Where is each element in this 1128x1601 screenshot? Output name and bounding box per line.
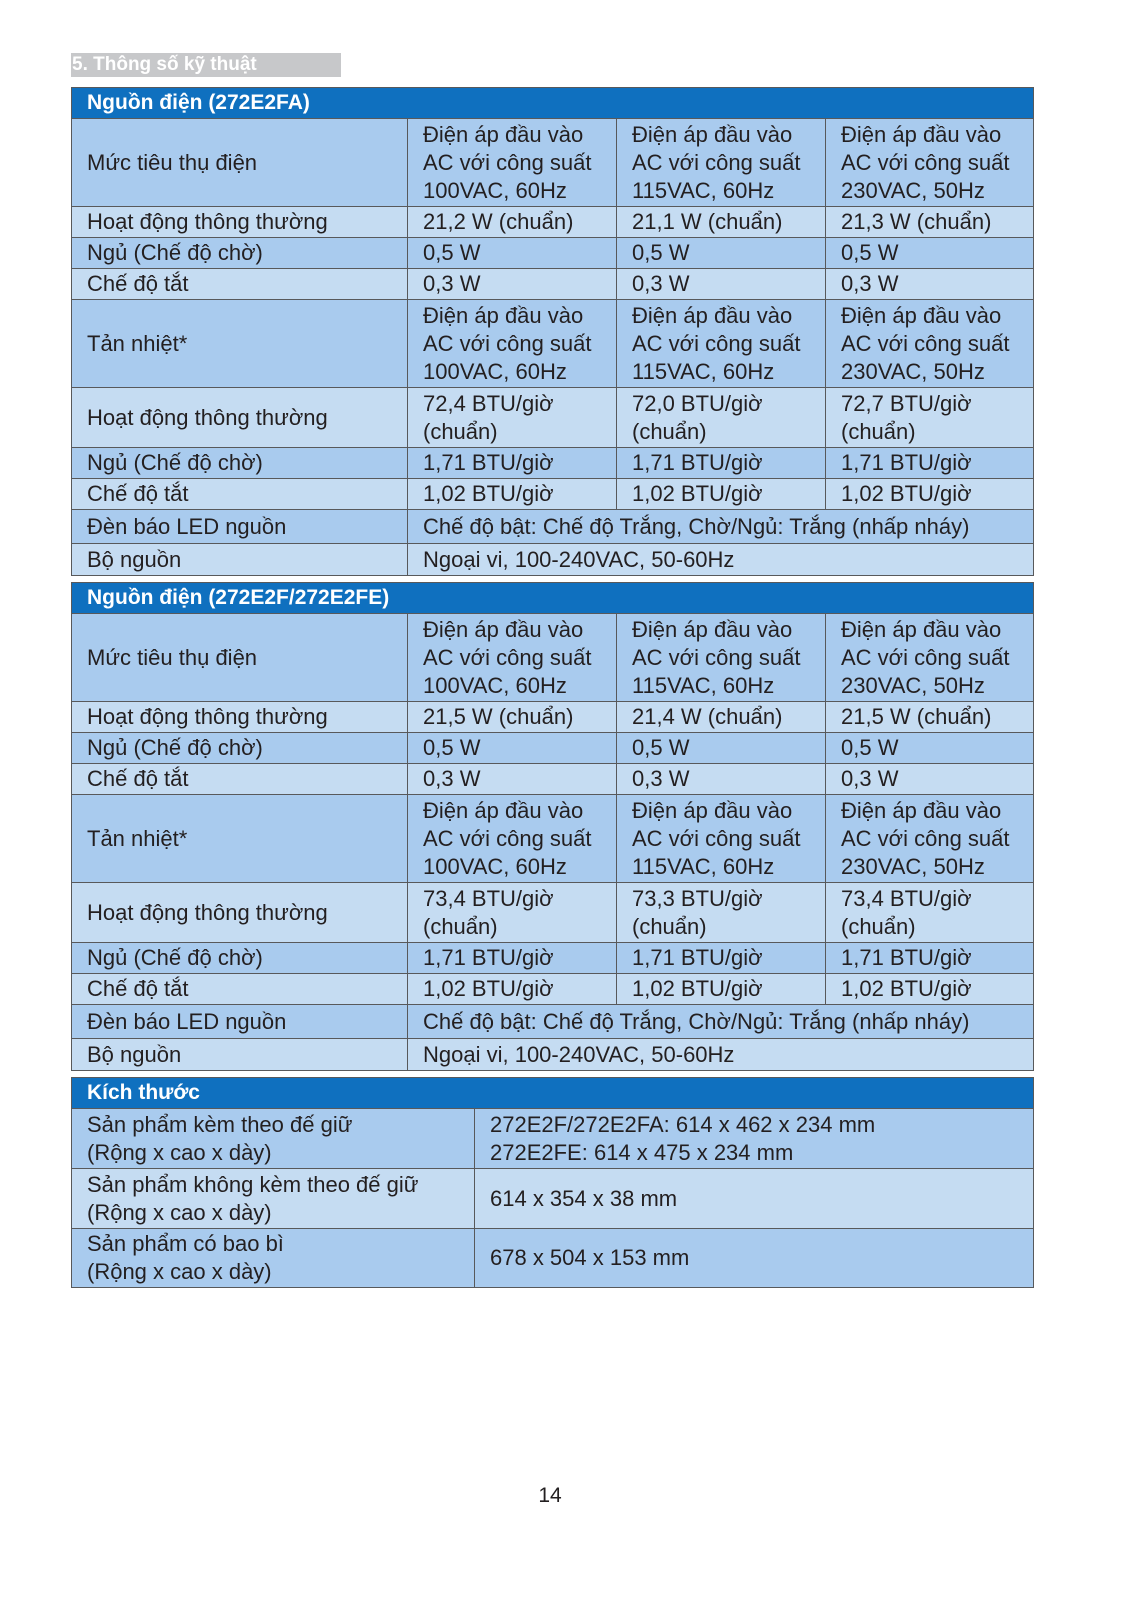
row-label-normal: Hoạt động thông thường <box>72 702 408 733</box>
table-cell: 0,3 W <box>617 269 826 300</box>
row-label-sleep: Ngủ (Chế độ chờ) <box>72 733 408 764</box>
voltage-header-100vac: Điện áp đầu vào AC với công suất 100VAC, 60Hz <box>408 614 617 702</box>
row-label-off: Chế độ tắt <box>72 764 408 795</box>
row-label-supply: Bộ nguồn <box>72 1039 408 1071</box>
page-number: 14 <box>538 1484 562 1507</box>
heat-header-230vac: Điện áp đầu vào AC với công suất 230VAC, 50Hz <box>826 300 1034 388</box>
table-title: Nguồn điện (272E2FA) <box>72 88 1034 119</box>
table-cell: 21,3 W (chuẩn) <box>826 207 1034 238</box>
voltage-header-115vac: Điện áp đầu vào AC với công suất 115VAC, 60Hz <box>617 119 826 207</box>
table-cell: 1,02 BTU/giờ <box>617 479 826 510</box>
table-cell: 21,1 W (chuẩn) <box>617 207 826 238</box>
table-cell: Chế độ bật: Chế độ Trắng, Chờ/Ngủ: Trắng (nhấp nháy) <box>408 1005 1034 1039</box>
table-cell: Chế độ bật: Chế độ Trắng, Chờ/Ngủ: Trắng (nhấp nháy) <box>408 510 1034 544</box>
heat-header-230vac: Điện áp đầu vào AC với công suất 230VAC, 50Hz <box>826 795 1034 883</box>
table-cell: 1,71 BTU/giờ <box>617 448 826 479</box>
table-cell: 0,3 W <box>617 764 826 795</box>
table-cell: 73,3 BTU/giờ (chuẩn) <box>617 883 826 943</box>
row-label-led: Đèn báo LED nguồn <box>72 1005 408 1039</box>
table-cell: 72,7 BTU/giờ (chuẩn) <box>826 388 1034 448</box>
voltage-header-230vac: Điện áp đầu vào AC với công suất 230VAC, 50Hz <box>826 119 1034 207</box>
heat-header-100vac: Điện áp đầu vào AC với công suất 100VAC, 60Hz <box>408 300 617 388</box>
dimension-value: 614 x 354 x 38 mm <box>475 1169 1034 1229</box>
row-label-consumption: Mức tiêu thụ điện <box>72 119 408 207</box>
dimensions-table <box>71 1077 1034 1288</box>
table-cell: 21,5 W (chuẩn) <box>826 702 1034 733</box>
table-cell: 0,5 W <box>408 238 617 269</box>
heat-header-115vac: Điện áp đầu vào AC với công suất 115VAC, 60Hz <box>617 300 826 388</box>
table-cell: Ngoại vi, 100-240VAC, 50-60Hz <box>408 1039 1034 1071</box>
table-cell: 1,02 BTU/giờ <box>408 974 617 1005</box>
dimension-label: Sản phẩm kèm theo đế giữ (Rộng x cao x dày) <box>72 1109 475 1169</box>
row-label-normal: Hoạt động thông thường <box>72 207 408 238</box>
table-cell: 1,71 BTU/giờ <box>826 943 1034 974</box>
table-cell: Ngoại vi, 100-240VAC, 50-60Hz <box>408 544 1034 576</box>
table-cell: 0,3 W <box>408 269 617 300</box>
table-title: Nguồn điện (272E2F/272E2FE) <box>72 583 1034 614</box>
voltage-header-230vac: Điện áp đầu vào AC với công suất 230VAC, 50Hz <box>826 614 1034 702</box>
table-cell: 1,02 BTU/giờ <box>617 974 826 1005</box>
row-label-heat: Tản nhiệt* <box>72 300 408 388</box>
table-cell: 1,71 BTU/giờ <box>617 943 826 974</box>
table-cell: 0,3 W <box>826 764 1034 795</box>
voltage-header-115vac: Điện áp đầu vào AC với công suất 115VAC, 60Hz <box>617 614 826 702</box>
row-label-heat-off: Chế độ tắt <box>72 479 408 510</box>
table-cell: 0,5 W <box>617 238 826 269</box>
table-cell: 1,02 BTU/giờ <box>826 479 1034 510</box>
heat-header-100vac: Điện áp đầu vào AC với công suất 100VAC, 60Hz <box>408 795 617 883</box>
heat-header-115vac: Điện áp đầu vào AC với công suất 115VAC, 60Hz <box>617 795 826 883</box>
row-label-consumption: Mức tiêu thụ điện <box>72 614 408 702</box>
dimension-label: Sản phẩm không kèm theo đế giữ (Rộng x cao x dày) <box>72 1169 475 1229</box>
row-label-heat-normal: Hoạt động thông thường <box>72 388 408 448</box>
power-table-272e2f-272e2fe <box>71 582 1034 1071</box>
power-table-272e2fa <box>71 87 1034 576</box>
row-label-heat-sleep: Ngủ (Chế độ chờ) <box>72 448 408 479</box>
table-cell: 0,3 W <box>408 764 617 795</box>
table-cell: 1,71 BTU/giờ <box>408 943 617 974</box>
voltage-header-100vac: Điện áp đầu vào AC với công suất 100VAC, 60Hz <box>408 119 617 207</box>
table-cell: 72,4 BTU/giờ (chuẩn) <box>408 388 617 448</box>
table-cell: 1,02 BTU/giờ <box>408 479 617 510</box>
table-cell: 1,02 BTU/giờ <box>826 974 1034 1005</box>
dimension-label: Sản phẩm có bao bì (Rộng x cao x dày) <box>72 1229 475 1288</box>
row-label-heat-off: Chế độ tắt <box>72 974 408 1005</box>
table-cell: 0,5 W <box>617 733 826 764</box>
table-cell: 73,4 BTU/giờ (chuẩn) <box>408 883 617 943</box>
table-cell: 21,4 W (chuẩn) <box>617 702 826 733</box>
table-cell: 0,5 W <box>826 238 1034 269</box>
row-label-heat-normal: Hoạt động thông thường <box>72 883 408 943</box>
table-cell: 0,5 W <box>826 733 1034 764</box>
row-label-off: Chế độ tắt <box>72 269 408 300</box>
table-cell: 1,71 BTU/giờ <box>826 448 1034 479</box>
row-label-led: Đèn báo LED nguồn <box>72 510 408 544</box>
dimension-value: 678 x 504 x 153 mm <box>475 1229 1034 1288</box>
row-label-supply: Bộ nguồn <box>72 544 408 576</box>
table-title: Kích thước <box>72 1078 1034 1109</box>
row-label-heat: Tản nhiệt* <box>72 795 408 883</box>
row-label-sleep: Ngủ (Chế độ chờ) <box>72 238 408 269</box>
table-cell: 72,0 BTU/giờ (chuẩn) <box>617 388 826 448</box>
table-cell: 1,71 BTU/giờ <box>408 448 617 479</box>
dimension-value: 272E2F/272E2FA: 614 x 462 x 234 mm 272E2FE: 614 x 475 x 234 mm <box>475 1109 1034 1169</box>
table-cell: 21,5 W (chuẩn) <box>408 702 617 733</box>
row-label-heat-sleep: Ngủ (Chế độ chờ) <box>72 943 408 974</box>
table-cell: 0,3 W <box>826 269 1034 300</box>
table-cell: 73,4 BTU/giờ (chuẩn) <box>826 883 1034 943</box>
table-cell: 21,2 W (chuẩn) <box>408 207 617 238</box>
table-cell: 0,5 W <box>408 733 617 764</box>
section-title: 5. Thông số kỹ thuật <box>71 53 341 77</box>
